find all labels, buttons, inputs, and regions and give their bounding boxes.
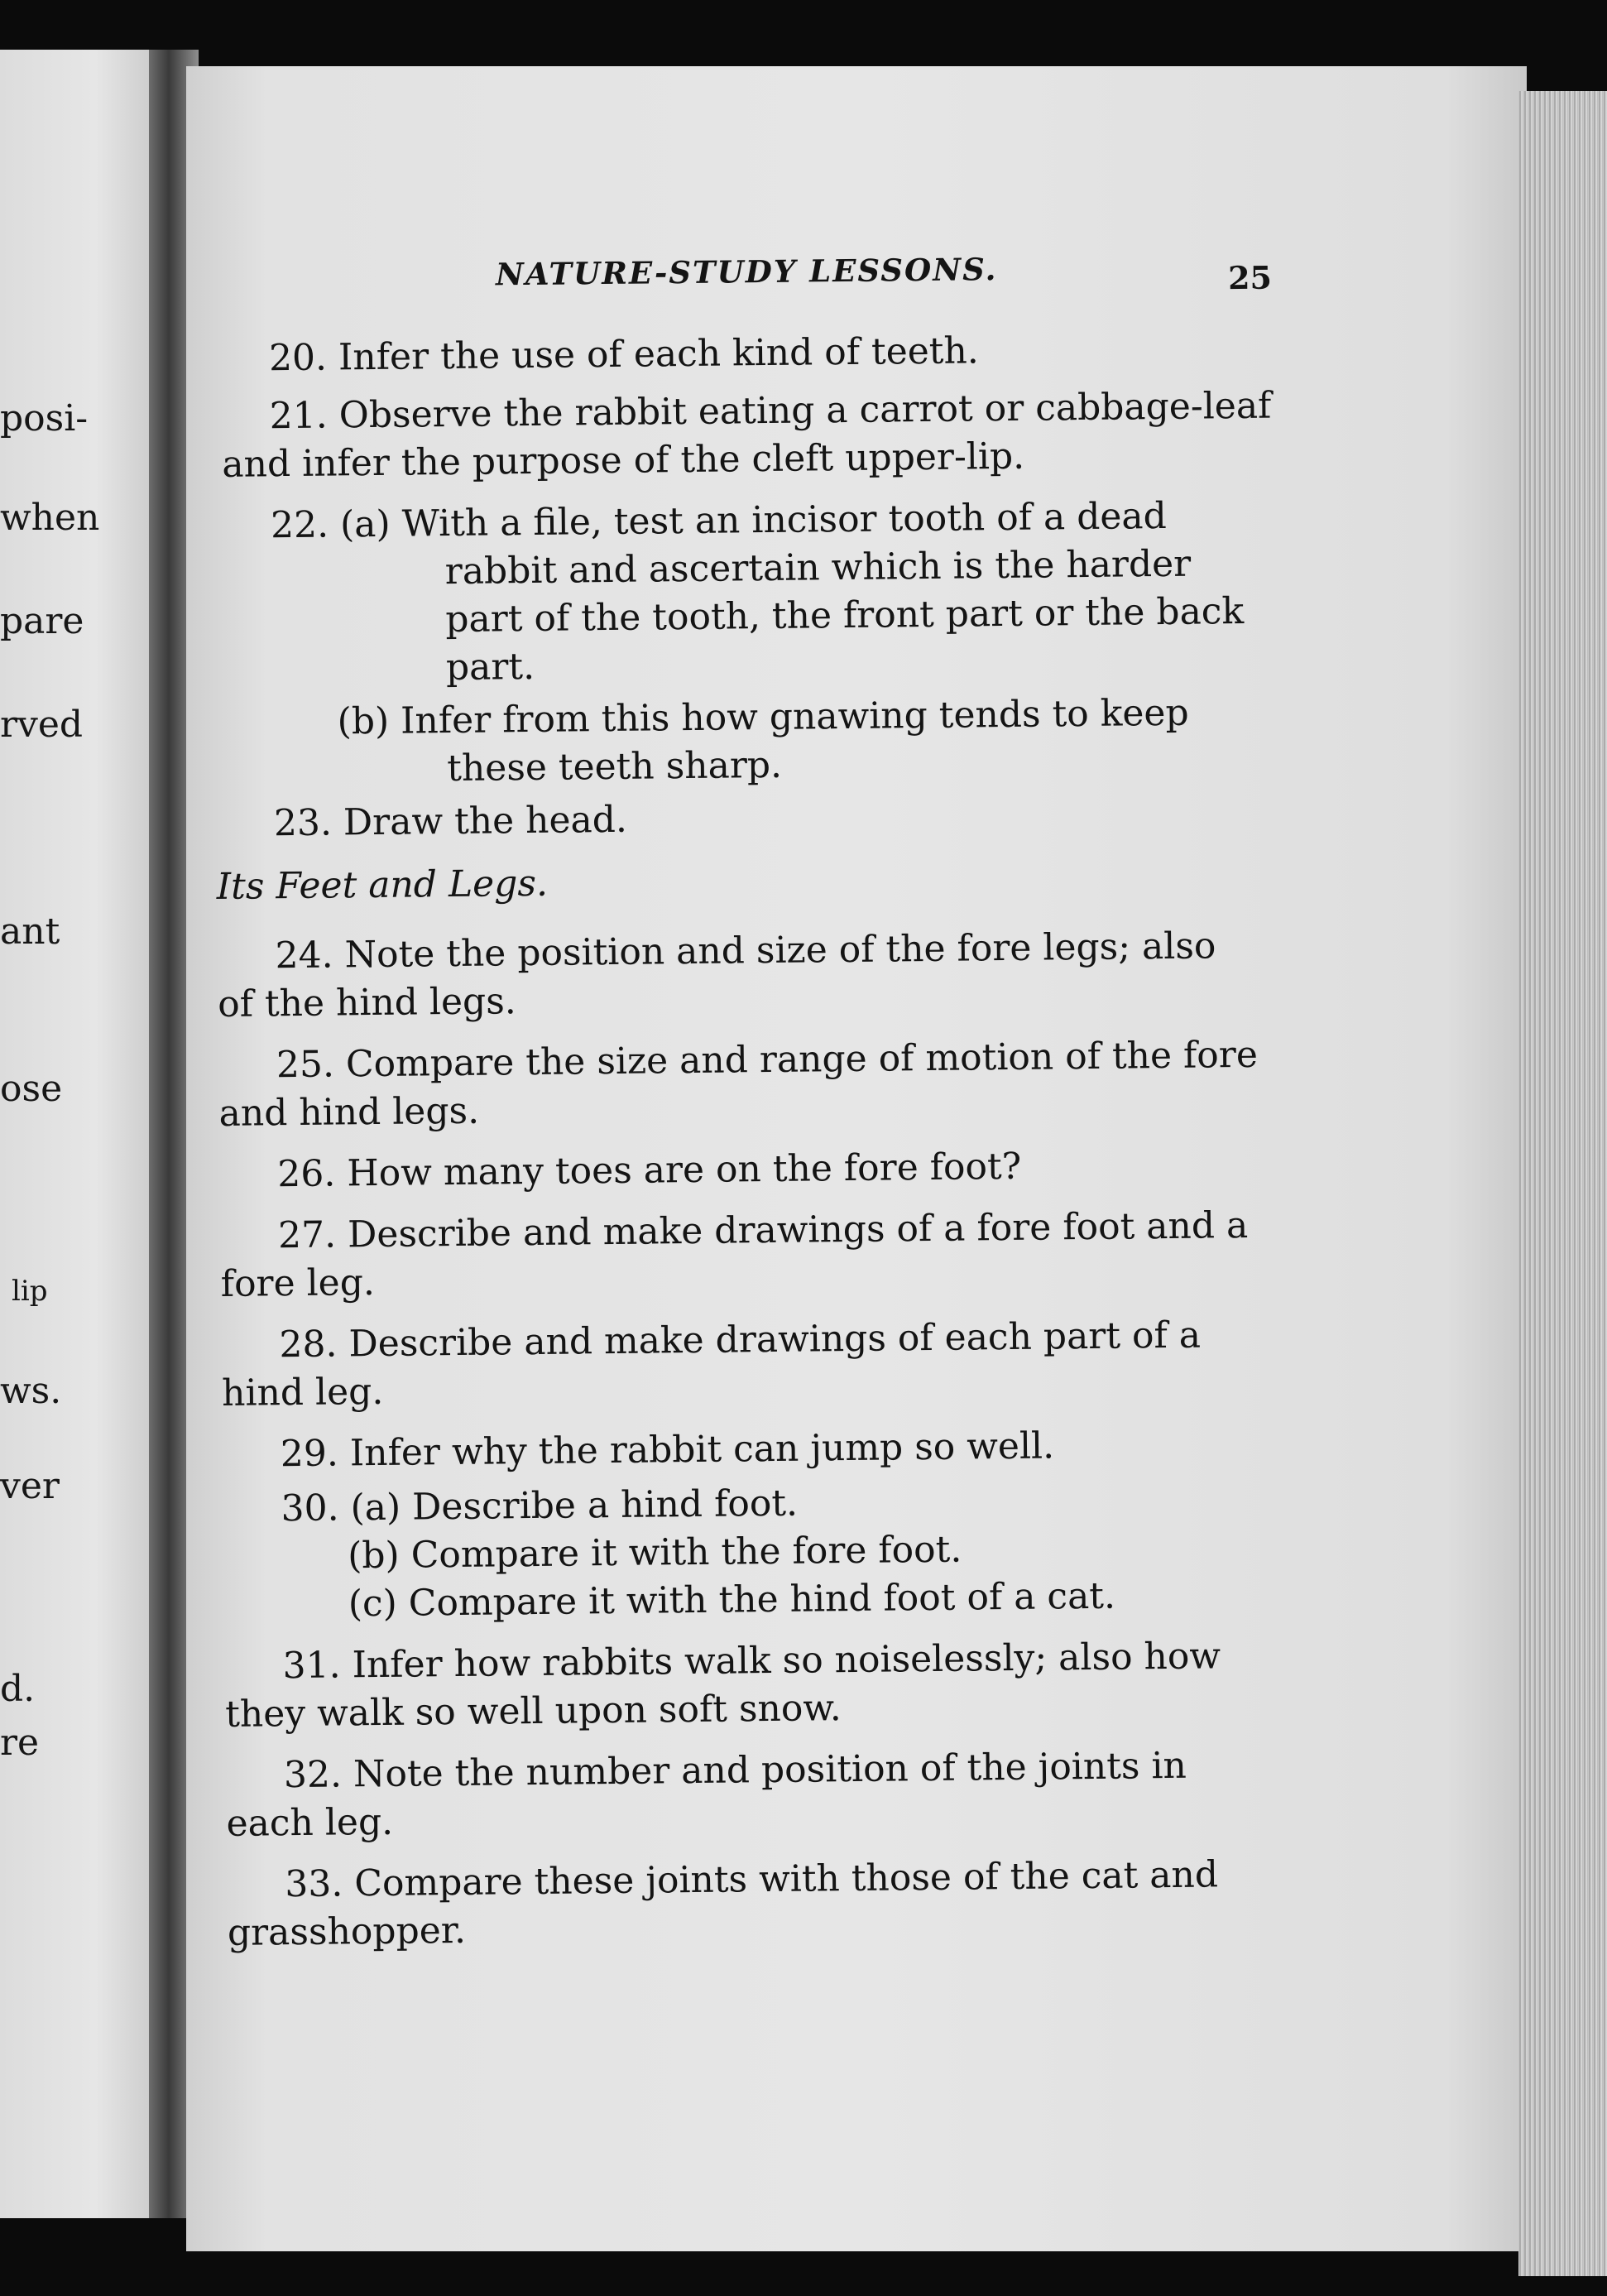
- item-33-line-2: grasshopper.: [227, 1909, 467, 1954]
- item-20-line-1: 20. Infer the use of each kind of teeth.: [268, 329, 980, 380]
- item-27-line-2: fore leg.: [220, 1261, 376, 1305]
- item-25-line-2: and hind legs.: [218, 1089, 480, 1135]
- item-30b-line: (b) Compare it with the fore foot.: [347, 1528, 962, 1578]
- item-32-line-2: each leg.: [226, 1800, 394, 1845]
- left-page: [0, 50, 174, 2218]
- left-fragment: rved: [0, 704, 84, 746]
- page-number: 25: [1227, 258, 1273, 297]
- item-28-line-2: hind leg.: [221, 1370, 384, 1415]
- left-fragment: re: [0, 1722, 40, 1764]
- item-24-line-2: of the hind legs.: [217, 980, 517, 1026]
- item-21-line-1: 21. Observe the rabbit eating a carrot or cabbage-leaf: [269, 384, 1272, 438]
- left-fragment: ws.: [0, 1370, 62, 1412]
- left-fragment: ver: [0, 1465, 60, 1507]
- left-fragment: when: [0, 497, 100, 539]
- left-fragment: ant: [0, 910, 60, 953]
- item-30a-line: 30. (a) Describe a hind foot.: [281, 1482, 799, 1530]
- running-title: NATURE-STUDY LESSONS.: [495, 251, 998, 293]
- item-29-line-1: 29. Infer why the rabbit can jump so well.: [280, 1424, 1055, 1476]
- item-31-line-2: they walk so well upon soft snow.: [224, 1687, 842, 1736]
- item-22b-line-2: these teeth sharp.: [446, 743, 783, 790]
- item-22a-line-2: rabbit and ascertain which is the harder: [444, 542, 1192, 593]
- item-33-line-1: 33. Compare these joints with those of the cat and: [285, 1853, 1219, 1906]
- item-22a-line-4: part.: [445, 645, 535, 689]
- item-32-line-1: 32. Note the number and position of the joints in: [283, 1744, 1187, 1797]
- item-26-line-1: 26. How many toes are on the fore foot?: [277, 1145, 1022, 1196]
- section-heading: Its Feet and Legs.: [216, 862, 549, 908]
- left-fragment: ose: [0, 1068, 63, 1110]
- item-22a-line-3: part of the tooth, the front part or the back: [445, 589, 1245, 641]
- item-25-line-1: 25. Compare the size and range of motion of the fore: [276, 1033, 1259, 1087]
- item-24-line-1: 24. Note the position and size of the fore legs; also: [275, 925, 1216, 977]
- item-28-line-1: 28. Describe and make drawings of each part of a: [279, 1314, 1202, 1367]
- item-23-line-1: 23. Draw the head.: [273, 798, 628, 845]
- left-fragment: lip: [12, 1275, 48, 1308]
- page-text: [175, 59, 1538, 2258]
- left-fragment: posi-: [0, 397, 89, 440]
- item-27-line-1: 27. Describe and make drawings of a fore foot and a: [277, 1203, 1249, 1257]
- left-fragment: d.: [0, 1668, 36, 1710]
- item-22a-line-1: 22. (a) With a file, test an incisor tooth of a dead: [270, 494, 1168, 547]
- item-21-line-2: and infer the purpose of the cleft upper-lip.: [222, 435, 1025, 486]
- left-fragment: pare: [0, 600, 84, 642]
- item-22b-line-1: (b) Infer from this how gnawing tends to keep: [337, 691, 1189, 743]
- item-30c-line: (c) Compare it with the hind foot of a cat.: [348, 1574, 1116, 1626]
- item-31-line-1: 31. Infer how rabbits walk so noiselessly; also how: [282, 1635, 1221, 1688]
